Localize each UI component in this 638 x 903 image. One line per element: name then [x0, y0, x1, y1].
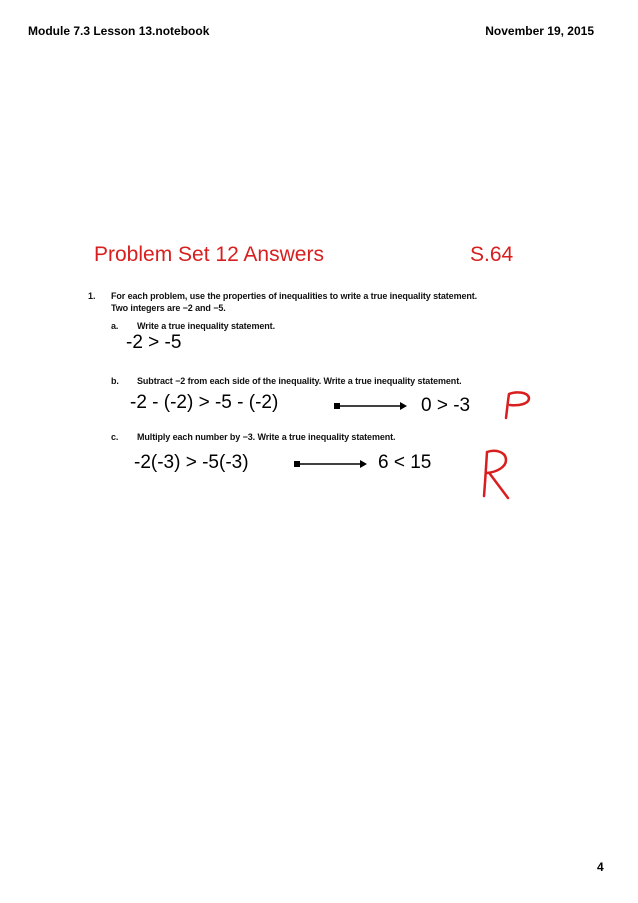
header-date: November 19, 2015 [485, 24, 594, 38]
problem-number: 1. [88, 291, 96, 301]
problem-prompt-line2: Two integers are −2 and −5. [111, 303, 226, 313]
page-number: 4 [597, 860, 604, 874]
part-c-answer: -2(-3) > -5(-3) [134, 452, 249, 473]
part-a-label: a. [111, 321, 119, 331]
problem-prompt-line1: For each problem, use the properties of inequalities to write a true inequality statement. [111, 291, 478, 301]
part-a-answer: -2 > -5 [126, 332, 182, 353]
part-c-result: 6 < 15 [378, 452, 432, 473]
part-b-instruction: Subtract −2 from each side of the inequality. Write a true inequality statement. [137, 376, 462, 386]
notebook-title: Module 7.3 Lesson 13.notebook [28, 24, 210, 38]
red-p-mark [502, 390, 536, 420]
slide-title: Problem Set 12 Answers [94, 243, 324, 266]
part-b-label: b. [111, 376, 119, 386]
part-c-instruction: Multiply each number by −3. Write a true inequality statement. [137, 432, 396, 442]
part-c-label: c. [111, 432, 119, 442]
arrow-icon [294, 458, 368, 470]
page-reference: S.64 [470, 243, 514, 266]
red-r-mark [470, 446, 512, 502]
arrow-icon [334, 400, 408, 412]
part-b-result: 0 > -3 [421, 395, 471, 416]
part-b-answer: -2 - (-2) > -5 - (-2) [130, 392, 279, 413]
part-a-instruction: Write a true inequality statement. [137, 321, 275, 331]
